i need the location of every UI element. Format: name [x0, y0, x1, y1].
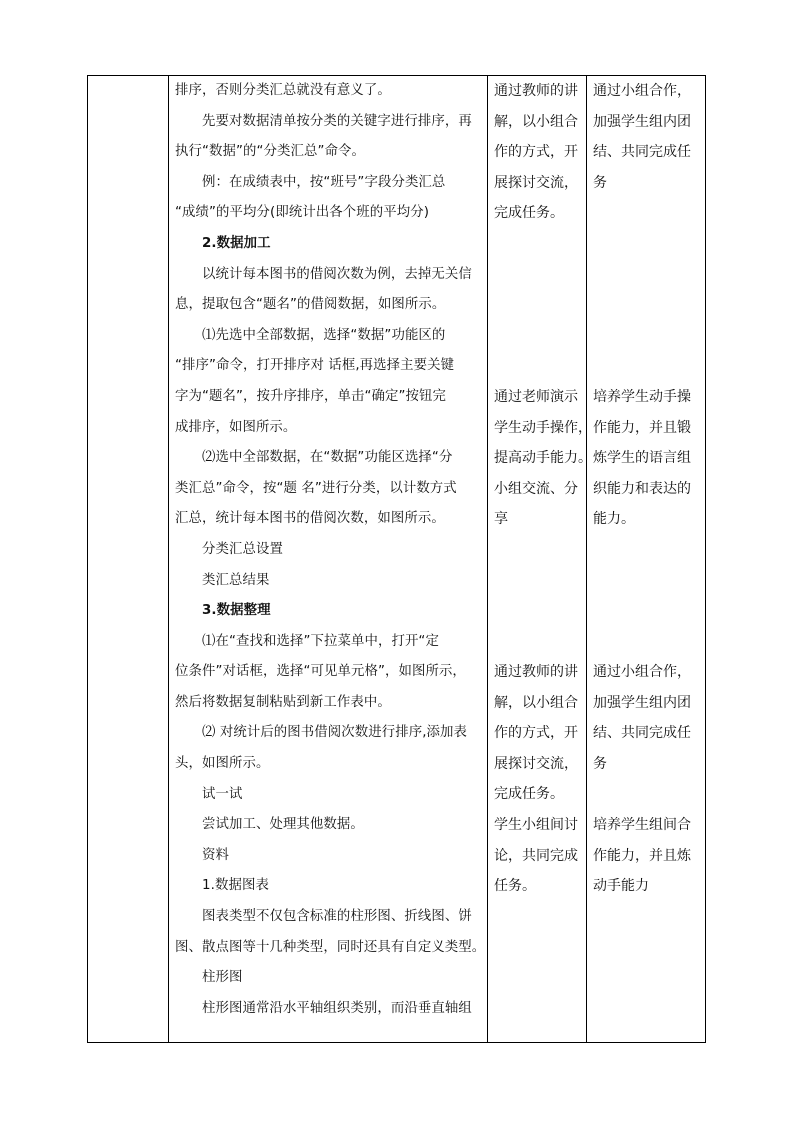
content-line: ⑴先选中全部数据，选择“数据”功能区的 — [202, 327, 446, 343]
cell-text-line: 动手能力 — [593, 878, 649, 895]
content-line: 执行“数据”的“分类汇总”命令。 — [175, 144, 366, 160]
content-line: 试一试 — [202, 786, 243, 802]
content-line: 分类汇总设置 — [202, 541, 283, 557]
content-line: 例：在成绩表中，按“班号”字段分类汇总 — [202, 174, 446, 190]
cell-text-line: 务 — [593, 755, 607, 772]
cell-text-line: 论，共同完成 — [494, 847, 578, 864]
content-line: 柱形图通常沿水平轴组织类别，而沿垂直轴组 — [202, 1000, 472, 1016]
cell-text-line: 展探讨交流， — [494, 174, 578, 191]
student-activity-cell — [488, 810, 586, 902]
cell-text-line: 展探讨交流， — [494, 755, 578, 772]
cell-text-line: 通过教师的讲 — [494, 83, 578, 99]
cell-text-line: 解，以小组合 — [494, 694, 578, 711]
cell-text-line: 能力。 — [593, 511, 635, 528]
content-line: 排序，否则分类汇总就没有意义了。 — [175, 83, 391, 98]
content-line: 息，提取包含“题名”的借阅数据，如图所示。 — [175, 297, 446, 313]
content-line: “成绩”的平均分(即统计出各个班的平均分) — [175, 205, 430, 221]
student-activity-cell — [488, 76, 586, 229]
cell-text-line: 小组交流、分 — [494, 480, 578, 497]
cell-text-line: 结、共同完成任 — [593, 144, 691, 161]
content-line: 以统计每本图书的借阅次数为例，去掉无关信 — [202, 266, 472, 282]
cell-text-line: 通过小组合作， — [593, 83, 691, 99]
design-intent-cell — [587, 810, 707, 902]
content-line: 尝试加工、处理其他数据。 — [202, 817, 364, 833]
cell-text-line: 作的方式，开 — [494, 144, 578, 161]
cell-text-line: 通过老师演示 — [494, 389, 578, 405]
cell-text-line: 结、共同完成任 — [593, 725, 691, 742]
cell-text-line: 作的方式，开 — [494, 725, 578, 742]
design-intent-cell — [587, 657, 707, 779]
content-line: 然后将数据复制粘贴到新工作表中。 — [175, 694, 391, 710]
content-line: 图表类型不仅包含标准的柱形图、折线图、饼 — [202, 909, 472, 925]
cell-text-line: 通过教师的讲 — [494, 664, 578, 680]
content-line: ⑴在“查找和选择”下拉菜单中，打开“定 — [202, 633, 439, 649]
content-line: 图、散点图等十几种类型，同时还具有自定义类型。 — [175, 939, 486, 955]
content-line: 类汇总结果 — [202, 572, 270, 588]
content-line: 头，如图所示。 — [175, 756, 270, 772]
cell-text-line: 织能力和表达的 — [593, 480, 691, 497]
cell-text-line: 完成任务。 — [494, 205, 564, 222]
cell-text-line: 学生小组间讨 — [494, 817, 578, 833]
section-heading: 2.数据加工 — [202, 235, 271, 251]
student-activity-cell — [488, 657, 586, 810]
teaching-content-column — [169, 76, 487, 1024]
cell-text-line: 任务。 — [494, 878, 536, 895]
design-intent-cell — [587, 76, 707, 198]
content-line: 柱形图 — [202, 970, 243, 986]
cell-text-line: 完成任务。 — [494, 786, 564, 803]
cell-text-line: 作能力，并且炼 — [593, 847, 691, 864]
content-line: ⑵ 对统计后的图书借阅次数进行排序,添加表 — [202, 725, 468, 741]
cell-text-line: 学生动手操作， — [494, 419, 592, 436]
content-line: 汇总，统计每本图书的借阅次数，如图所示。 — [175, 511, 445, 527]
cell-text-line: 加强学生组内团 — [593, 694, 691, 711]
section-heading: 3.数据整理 — [202, 603, 271, 619]
cell-text-line: 务 — [593, 174, 607, 191]
content-line: 位条件”对话框，选择“可见单元格”，如图所示， — [175, 664, 466, 680]
content-line: ⑵选中全部数据，在“数据”功能区选择“分 — [202, 450, 453, 466]
design-intent-cell — [587, 382, 707, 535]
cell-text-line: 解，以小组合 — [494, 113, 578, 130]
content-line: “排序”命令，打开排序对 话框,再选择主要关键 — [175, 358, 455, 374]
cell-text-line: 作能力，并且锻 — [593, 419, 691, 436]
cell-text-line: 培养学生组间合 — [593, 817, 691, 833]
content-line: 资料 — [202, 847, 229, 863]
content-line: 1.数据图表 — [202, 878, 269, 894]
content-line: 字为“题名”，按升序排序，单击“确定”按钮完 — [175, 388, 446, 404]
student-activity-cell — [488, 382, 592, 535]
cell-text-line: 加强学生组内团 — [593, 113, 691, 130]
lesson-table — [87, 75, 706, 1043]
content-line: 先要对数据清单按分类的关键字进行排序，再 — [202, 113, 472, 129]
cell-text-line: 提高动手能力。 — [494, 450, 592, 467]
cell-text-line: 培养学生动手操 — [593, 389, 691, 405]
content-line: 成排序，如图所示。 — [175, 419, 297, 435]
cell-text-line: 通过小组合作， — [593, 664, 691, 680]
cell-text-line: 享 — [494, 511, 508, 528]
content-line: 类汇总”命令，按“题 名”进行分类，以计数方式 — [175, 480, 457, 496]
cell-text-line: 炼学生的语言组 — [593, 450, 691, 467]
